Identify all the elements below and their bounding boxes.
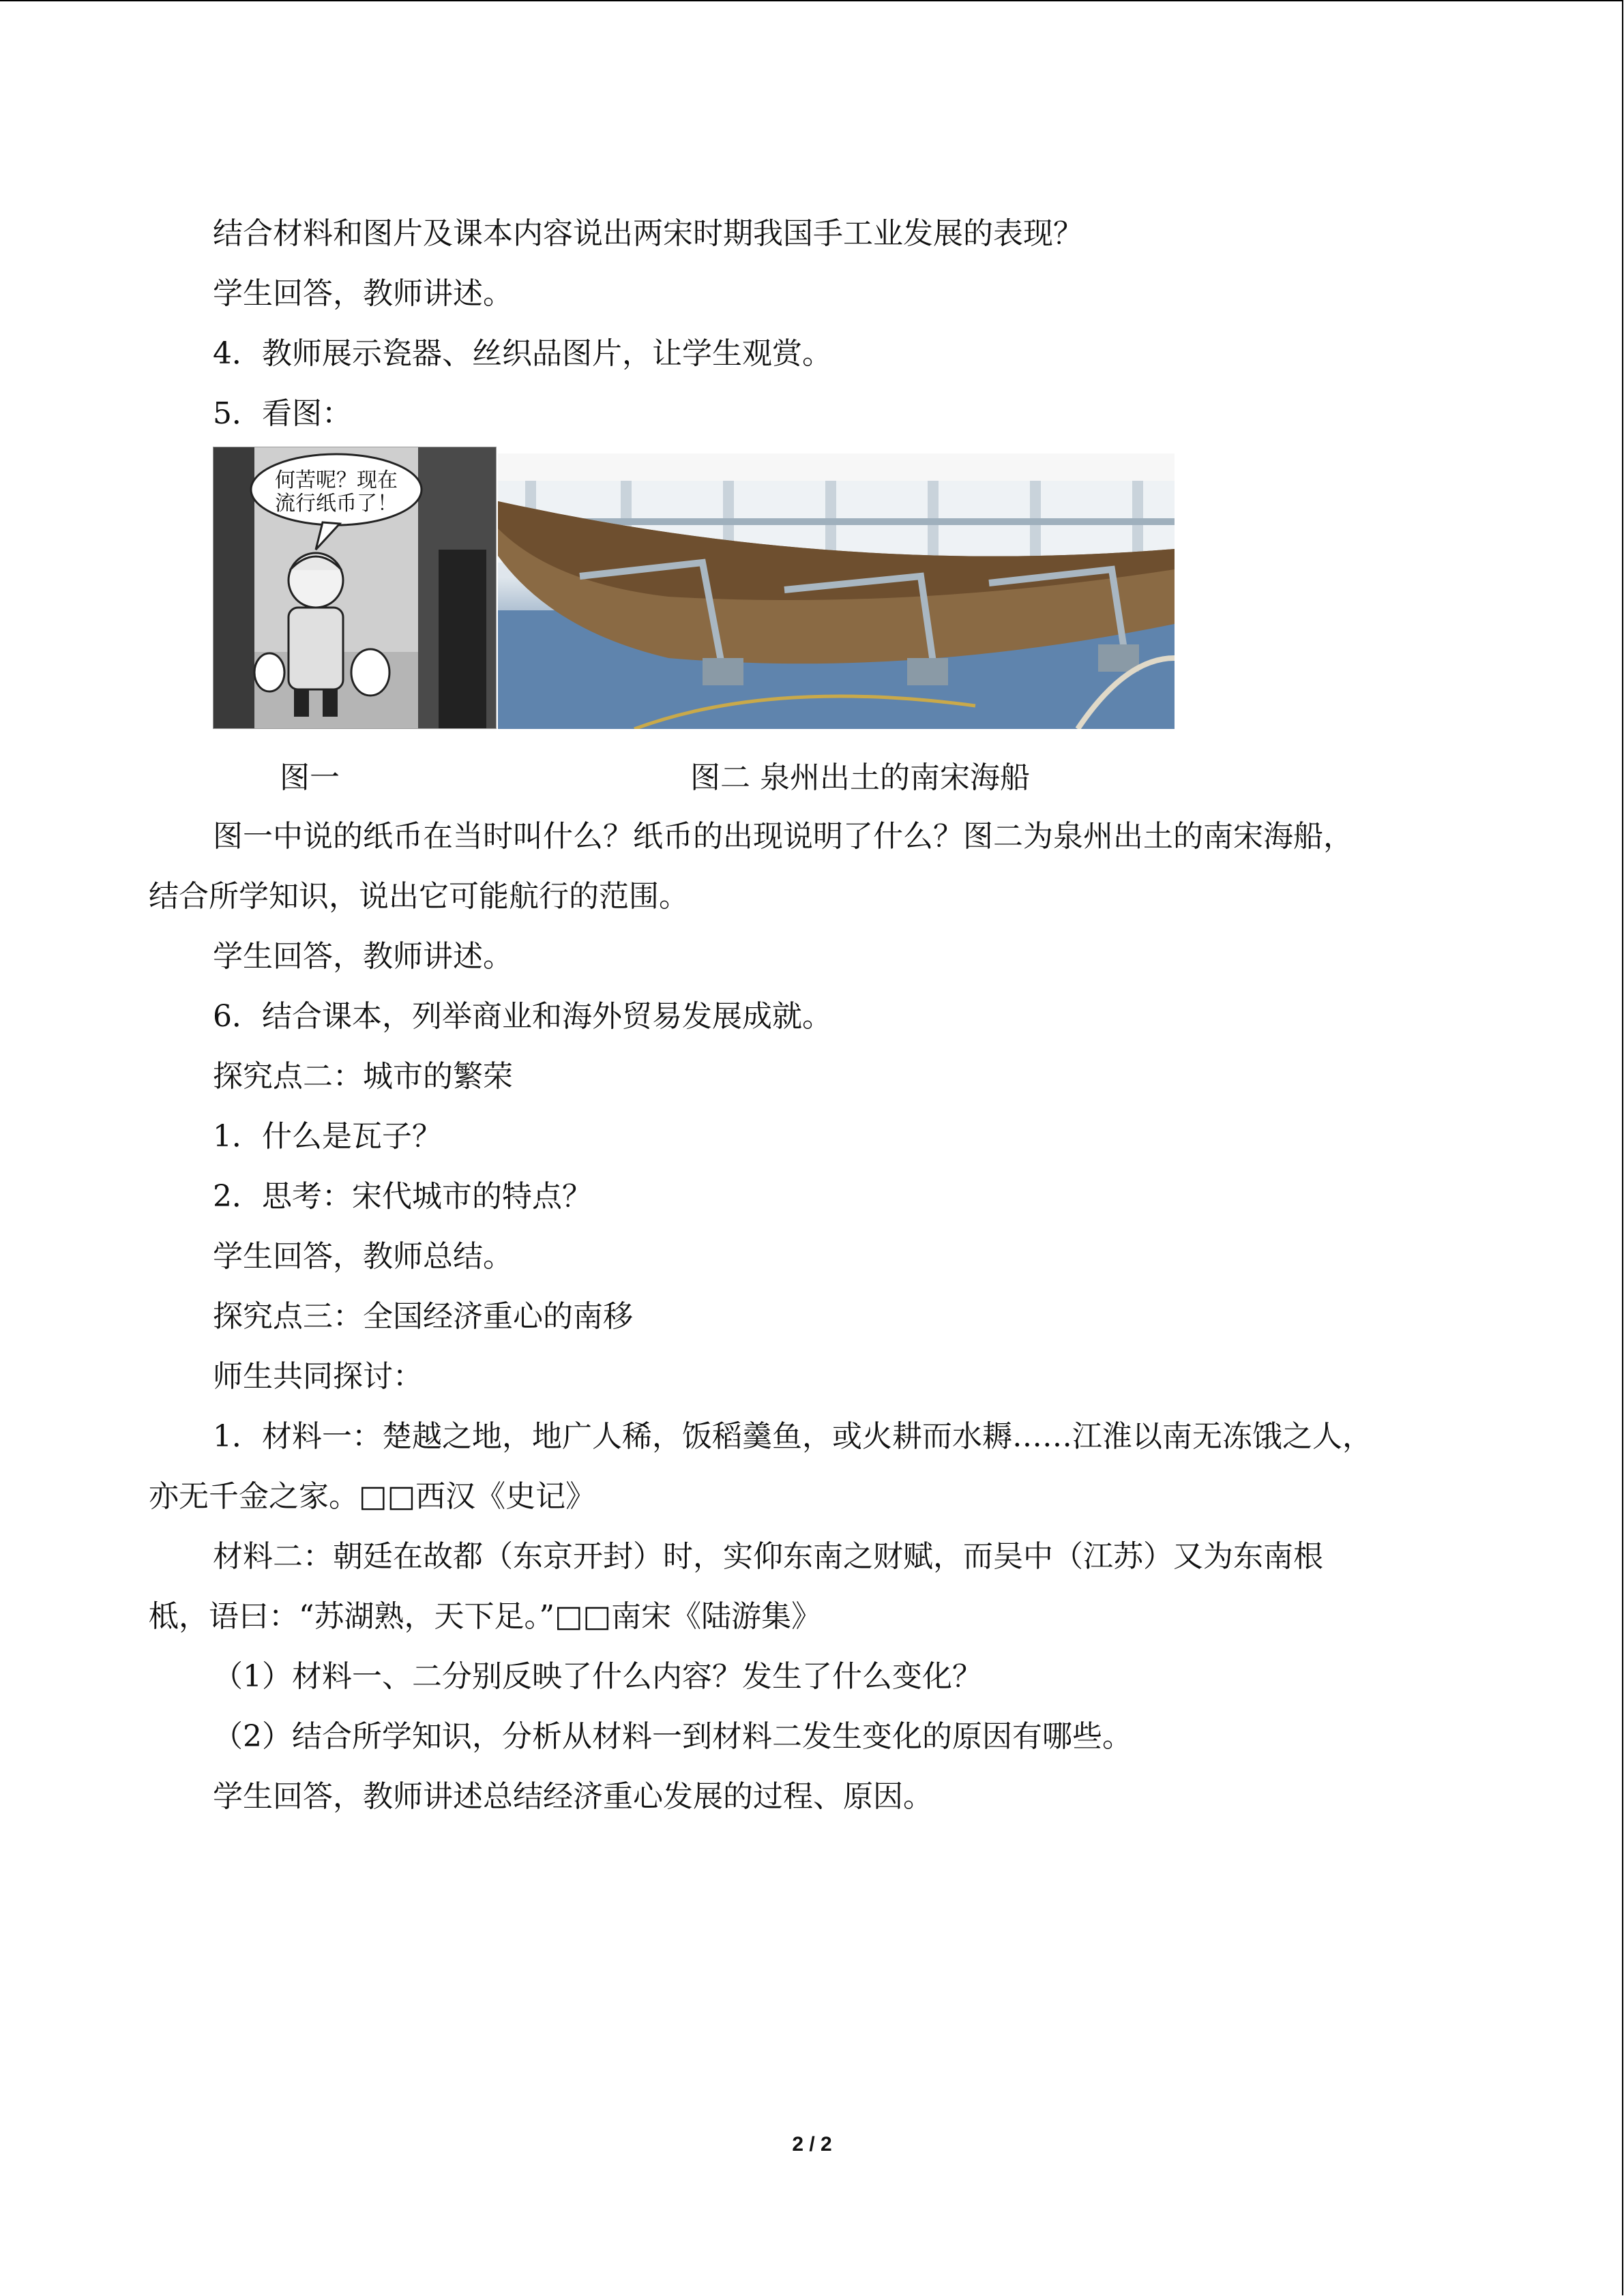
text-line: 柢，语曰：“苏湖熟，天下足。”□□南宋《陆游集》 [149, 1599, 822, 1634]
text-line: 2．思考：宋代城市的特点？ [213, 1179, 592, 1214]
speech-bubble-text-2: 流行纸币了！ [275, 492, 398, 516]
text-line: 图一中说的纸币在当时叫什么？纸币的出现说明了什么？图二为泉州出土的南宋海船， [213, 819, 1353, 854]
figure-two-ship-photo [498, 453, 1175, 729]
text-line: 1．什么是瓦子？ [213, 1119, 442, 1154]
text-line: （1）材料一、二分别反映了什么内容？发生了什么变化？ [213, 1659, 982, 1694]
page-number: 2 / 2 [792, 2133, 832, 2156]
text-line: （2）结合所学知识，分析从材料一到材料二发生变化的原因有哪些。 [213, 1719, 1132, 1754]
text-line: 结合材料和图片及课本内容说出两宋时期我国手工业发展的表现？ [213, 216, 1083, 251]
text-line: 4．教师展示瓷器、丝织品图片，让学生观赏。 [213, 336, 832, 371]
text-line: 6．结合课本，列举商业和海外贸易发展成就。 [213, 999, 832, 1034]
text-line: 学生回答，教师讲述。 [213, 939, 513, 974]
figure-one-cartoon [213, 447, 497, 729]
text-line: 探究点三：全国经济重心的南移 [213, 1299, 633, 1334]
text-line: 师生共同探讨： [213, 1359, 423, 1394]
text-line: 学生回答，教师总结。 [213, 1239, 513, 1274]
text-line: 学生回答，教师讲述。 [213, 276, 513, 311]
text-line: 探究点二：城市的繁荣 [213, 1059, 513, 1094]
figure-row [213, 447, 1175, 729]
text-line: 材料二：朝廷在故都（东京开封）时，实仰东南之财赋，而吴中（江苏）又为东南根 [213, 1539, 1323, 1574]
text-line: 1．材料一：楚越之地，地广人稀，饭稻羹鱼，或火耕而水耨……江淮以南无冻饿之人， [213, 1419, 1372, 1454]
speech-bubble-text-1: 何苦呢？现在 [275, 468, 398, 492]
text-line: 结合所学知识，说出它可能航行的范围。 [149, 879, 689, 914]
text-line: 5．看图： [213, 396, 352, 431]
cartoon-illustration [213, 447, 497, 729]
text-line: 学生回答，教师讲述总结经济重心发展的过程、原因。 [213, 1779, 933, 1814]
ship-illustration [498, 453, 1175, 729]
figure-two-caption: 图二 泉州出土的南宋海船 [690, 760, 1030, 795]
text-line: 亦无千金之家。□□西汉《史记》 [149, 1479, 596, 1514]
figure-one-caption: 图一 [280, 760, 340, 795]
